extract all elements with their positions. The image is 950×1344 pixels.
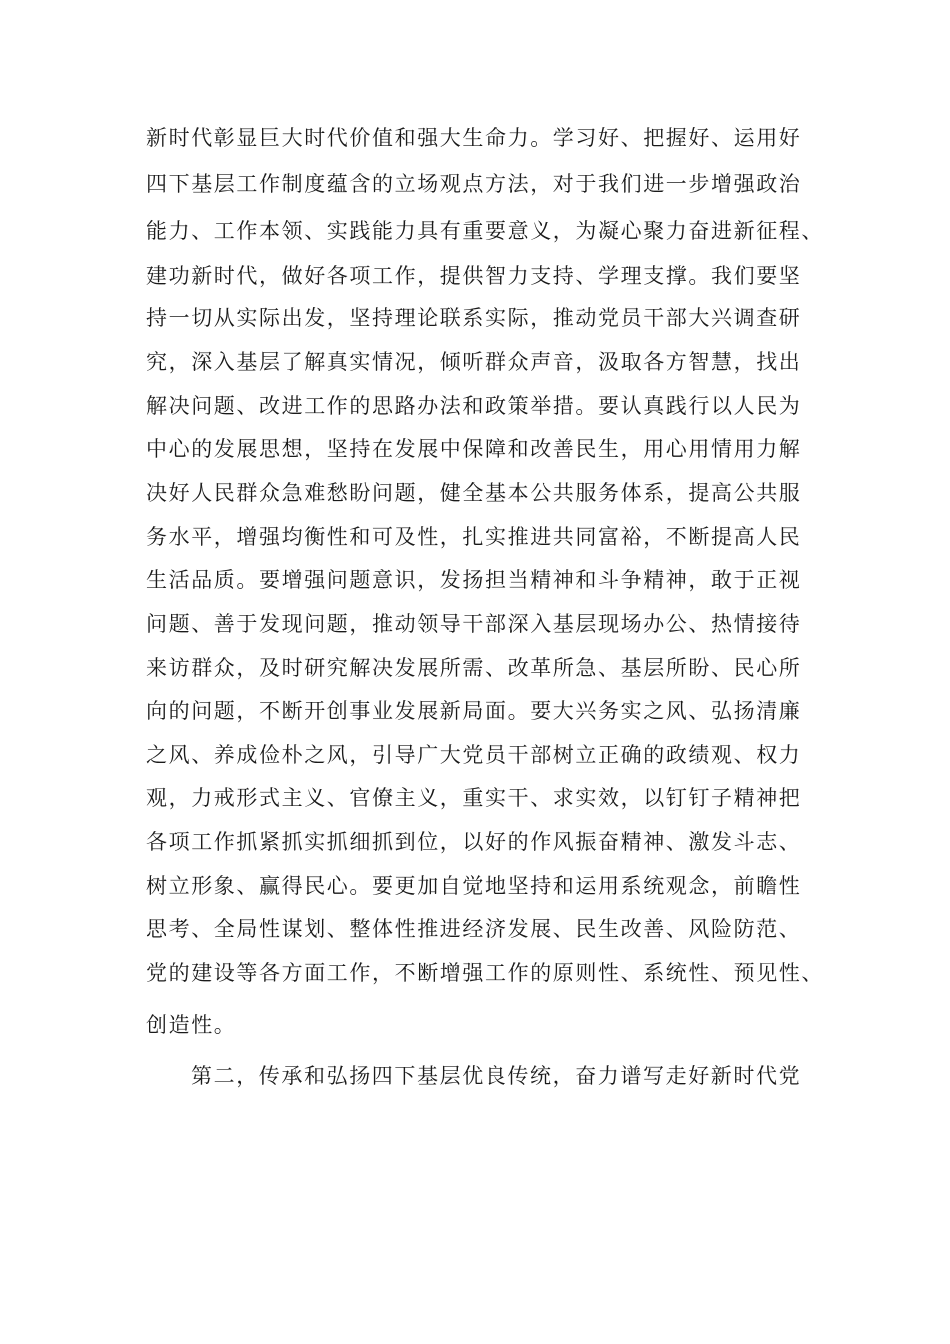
paragraph-heading-line: 第二，传承和弘扬四下基层优良传统，奋力谱写走好新时代党 <box>191 1064 802 1088</box>
text-line-2: 四下基层工作制度蕴含的立场观点方法，对于我们进一步增强政治 <box>146 172 802 196</box>
text-line-5: 持一切从实际出发，坚持理论联系实际，推动党员干部大兴调查研 <box>146 306 802 330</box>
text-line-3: 能力、工作本领、实践能力具有重要意义，为凝心聚力奋进新征程、 <box>146 219 824 243</box>
text-line-8: 中心的发展思想，坚持在发展中保障和改善民生，用心用情用力解 <box>146 437 802 461</box>
text-line-15: 之风、养成俭朴之风，引导广大党员干部树立正确的政绩观、权力 <box>146 743 802 767</box>
text-line-13: 来访群众，及时研究解决发展所需、改革所急、基层所盼、民心所 <box>146 656 802 680</box>
text-line-14: 向的问题，不断开创事业发展新局面。要大兴务实之风、弘扬清廉 <box>146 699 802 723</box>
text-line-1: 新时代彰显巨大时代价值和强大生命力。学习好、把握好、运用好 <box>146 126 802 150</box>
text-line-17: 各项工作抓紧抓实抓细抓到位，以好的作风振奋精神、激发斗志、 <box>146 830 802 854</box>
text-line-21: 创造性。 <box>146 1013 237 1037</box>
text-line-18: 树立形象、赢得民心。要更加自觉地坚持和运用系统观念，前瞻性 <box>146 874 802 898</box>
text-line-7: 解决问题、改进工作的思路办法和政策举措。要认真践行以人民为 <box>146 394 802 418</box>
text-line-10: 务水平，增强均衡性和可及性，扎实推进共同富裕，不断提高人民 <box>146 525 802 549</box>
text-line-16: 观，力戒形式主义、官僚主义，重实干、求实效，以钉钉子精神把 <box>146 786 802 810</box>
text-line-20: 党的建设等各方面工作，不断增强工作的原则性、系统性、预见性、 <box>146 961 824 985</box>
text-line-6: 究，深入基层了解真实情况，倾听群众声音，汲取各方智慧，找出 <box>146 350 802 374</box>
text-line-12: 问题、善于发现问题，推动领导干部深入基层现场办公、热情接待 <box>146 612 802 636</box>
text-line-19: 思考、全局性谋划、整体性推进经济发展、民生改善、风险防范、 <box>146 917 802 941</box>
text-line-4: 建功新时代，做好各项工作，提供智力支持、学理支撑。我们要坚 <box>146 264 802 288</box>
text-line-11: 生活品质。要增强问题意识，发扬担当精神和斗争精神，敢于正视 <box>146 568 802 592</box>
text-line-9: 决好人民群众急难愁盼问题，健全基本公共服务体系，提高公共服 <box>146 481 802 505</box>
